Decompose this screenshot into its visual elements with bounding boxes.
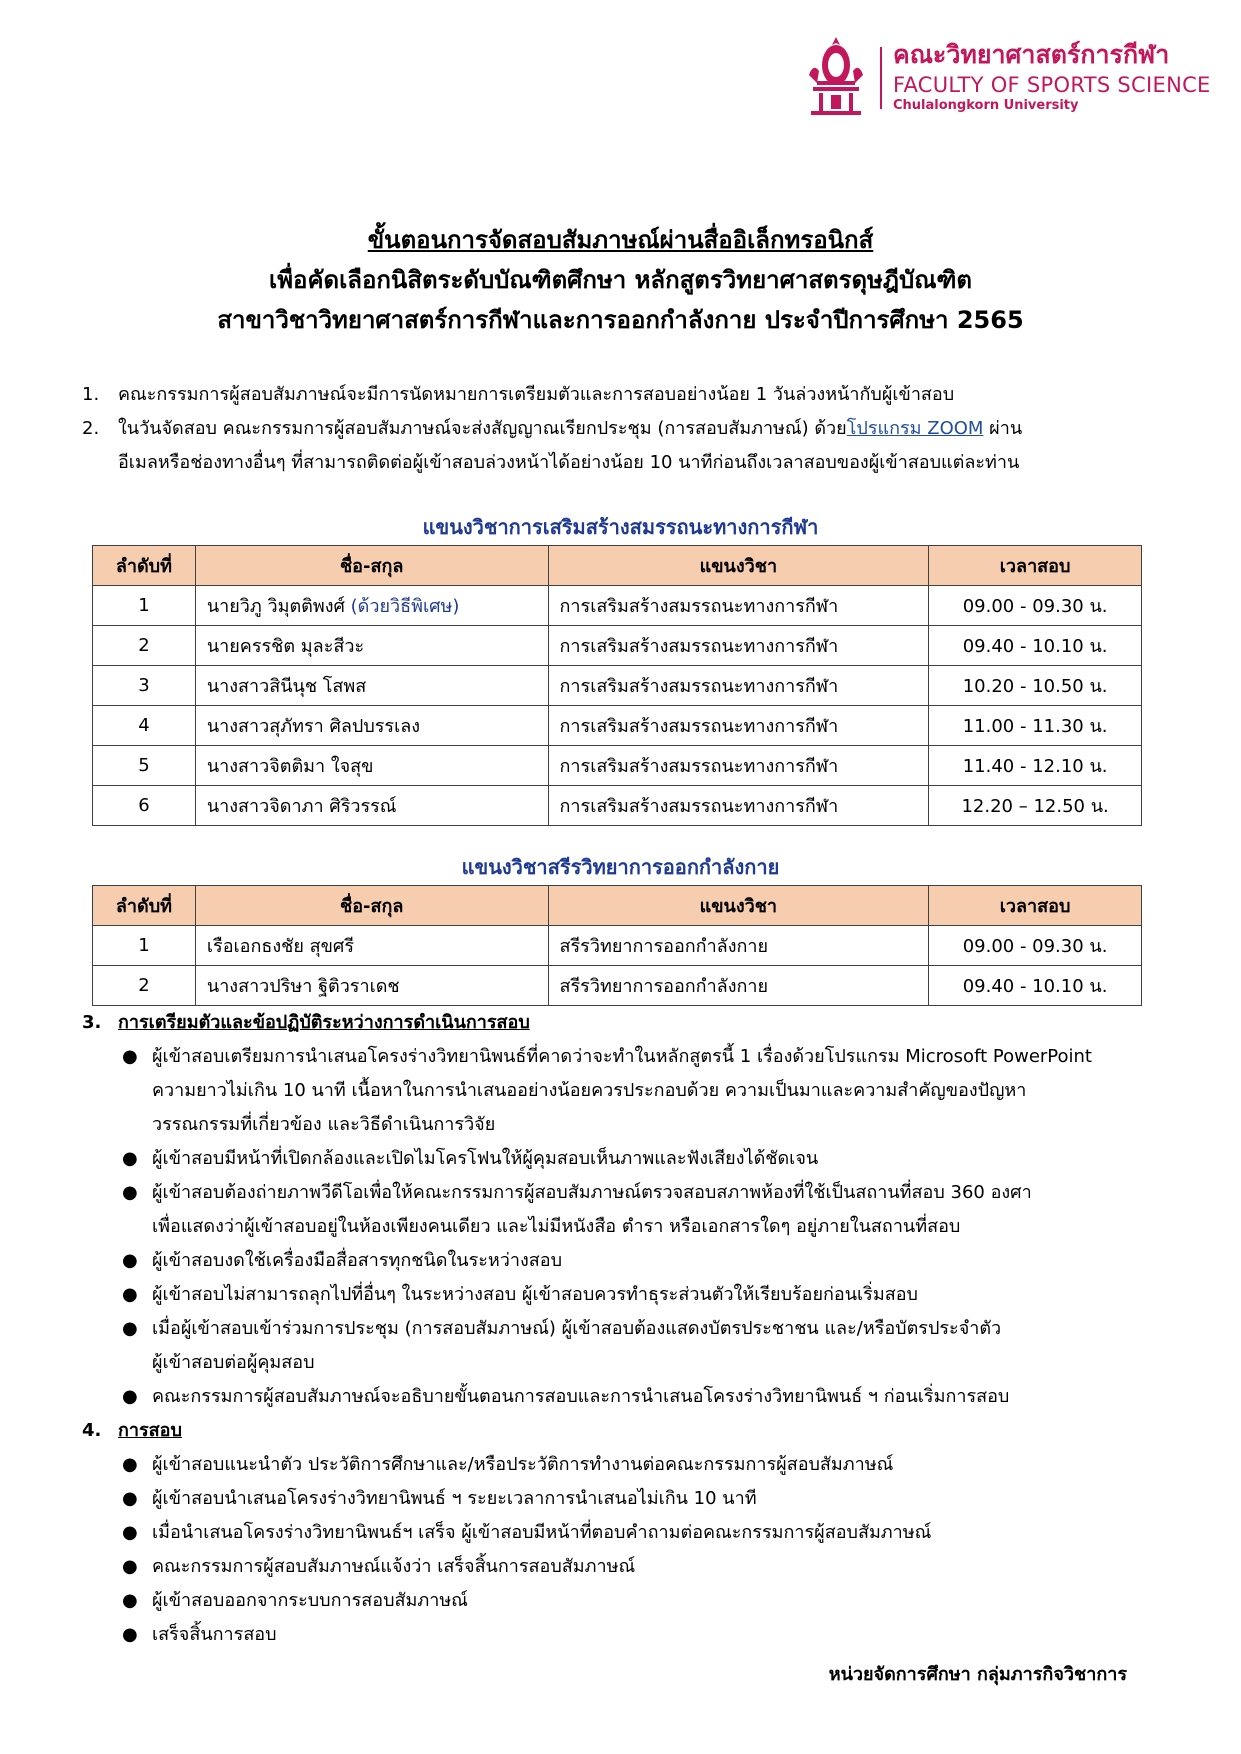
logo-thai-name: คณะวิทยาศาสตร์การกีฬา: [893, 40, 1170, 69]
section-number: 4.: [82, 1420, 102, 1441]
logo-university: Chulalongkorn University: [893, 98, 1079, 113]
list-item-text: ผู้เข้าสอบนำเสนอโครงร่างวิทยานิพนธ์ ฯ ระยะเวลาการนำเสนอไม่เกิน 10 นาที: [152, 1488, 757, 1509]
bullet-icon: ●: [122, 1624, 138, 1645]
list-item: [82, 1278, 1202, 1312]
logo-english-name: FACULTY OF SPORTS SCIENCE: [893, 73, 1211, 97]
cell-time: 09.40 - 10.10 น.: [929, 626, 1142, 666]
candidate-name: นายวิภู วิมุตติพงศ์: [206, 596, 345, 617]
intro-item-text: คณะกรรมการผู้สอบสัมภาษณ์จะมีการนัดหมายการเตรียมตัวและการสอบอย่างน้อย 1 วันล่วงหน้ากับผู้เข้าสอบ: [118, 384, 955, 405]
intro-item-number: 2.: [82, 418, 100, 439]
bullet-icon: ●: [122, 1148, 138, 1169]
cell-order: 2: [93, 626, 196, 666]
bullet-icon: ●: [122, 1046, 138, 1067]
bullet-icon: ●: [122, 1284, 138, 1305]
list-item: [82, 1176, 1202, 1244]
table2-title: แขนงวิชาสรีรวิทยาการออกกำลังกาย: [461, 855, 780, 879]
cell-name: นางสาวสินีนุช โสพส: [195, 666, 548, 706]
cell-time: 11.40 - 12.10 น.: [929, 746, 1142, 786]
table-row: [93, 706, 1142, 746]
bullet-icon: ●: [122, 1522, 138, 1543]
cell-order: 5: [93, 746, 196, 786]
logo-divider: [880, 47, 882, 109]
section-title: การเตรียมตัวและข้อปฏิบัติระหว่างการดำเนินการสอบ: [118, 1012, 530, 1033]
cell-track: สรีรวิทยาการออกกำลังกาย: [548, 926, 929, 966]
list-item-text: วรรณกรรมที่เกี่ยวข้อง และวิธีดำเนินการวิจัย: [152, 1114, 496, 1135]
list-item: [82, 1380, 1202, 1414]
cell-time: 09.00 - 09.30 น.: [929, 586, 1142, 626]
cell-time: 12.20 – 12.50 น.: [929, 786, 1142, 826]
cell-track: การเสริมสร้างสมรรถนะทางการกีฬา: [548, 626, 929, 666]
bullet-icon: ●: [122, 1590, 138, 1611]
cell-name: นางสาวปริษา ฐิติวราเดช: [195, 966, 548, 1006]
list-item: [82, 1584, 1202, 1618]
cell-track: การเสริมสร้างสมรรถนะทางการกีฬา: [548, 666, 929, 706]
list-item: [82, 1040, 1202, 1142]
cell-name: นางสาวสุภัทรา ศิลปบรรเลง: [195, 706, 548, 746]
cell-order: 6: [93, 786, 196, 826]
list-item-text: ผู้เข้าสอบออกจากระบบการสอบสัมภาษณ์: [152, 1590, 468, 1611]
section-4-heading: [82, 1414, 1202, 1448]
col-header-name: ชื่อ-สกุล: [195, 886, 548, 926]
col-header-order: ลำดับที่: [93, 886, 196, 926]
section-3-heading: [82, 1006, 1202, 1040]
table-row: [93, 966, 1142, 1006]
special-method-note: (ด้วยวิธีพิเศษ): [344, 596, 460, 617]
list-item-text: ผู้เข้าสอบแนะนำตัว ประวัติการศึกษาและ/หรือประวัติการทำงานต่อคณะกรรมการผู้สอบสัมภาษณ์: [152, 1454, 894, 1475]
faculty-logo: [805, 35, 1211, 117]
chula-emblem-icon: [805, 35, 867, 117]
list-item: [82, 1448, 1202, 1482]
cell-name: นายครรชิต มุละสีวะ: [195, 626, 548, 666]
list-item-text: เสร็จสิ้นการสอบ: [152, 1624, 277, 1645]
cell-order: 3: [93, 666, 196, 706]
list-item-text: ผู้เข้าสอบเตรียมการนำเสนอโครงร่างวิทยานิพนธ์ที่คาดว่าจะทำในหลักสูตรนี้ 1 เรื่องด้วยโปรแกรม Microsoft PowerPoint: [152, 1046, 1092, 1067]
col-header-order: ลำดับที่: [93, 546, 196, 586]
section-4: [82, 1414, 1202, 1652]
schedule-table-exercise-physiology: [92, 885, 1142, 1006]
col-header-time: เวลาสอบ: [929, 886, 1142, 926]
table-row: [93, 586, 1142, 626]
list-item-text: ผู้เข้าสอบต้องถ่ายภาพวีดีโอเพื่อให้คณะกรรมการผู้สอบสัมภาษณ์ตรวจสอบสภาพห้องที่ใช้เป็นสถานที่สอบ 360 องศา: [152, 1182, 1032, 1203]
cell-time: 09.00 - 09.30 น.: [929, 926, 1142, 966]
cell-order: 2: [93, 966, 196, 1006]
table-header-row: [93, 546, 1142, 586]
list-item: [82, 1516, 1202, 1550]
cell-name: นางสาวจิตติมา ใจสุข: [195, 746, 548, 786]
cell-time: 11.00 - 11.30 น.: [929, 706, 1142, 746]
table1-title: แขนงวิชาการเสริมสร้างสมรรถนะทางการกีฬา: [422, 515, 819, 539]
list-item: [82, 1550, 1202, 1584]
list-item-text: เมื่อนำเสนอโครงร่างวิทยานิพนธ์ฯ เสร็จ ผู้เข้าสอบมีหน้าที่ตอบคำถามต่อคณะกรรมการผู้สอบสัมภาษณ์: [152, 1522, 932, 1543]
intro-item-number: 1.: [82, 384, 100, 405]
cell-name: [195, 586, 548, 626]
list-item: [82, 1618, 1202, 1652]
intro-list: [82, 378, 1182, 480]
document-title: [0, 220, 1241, 340]
cell-name: เรือเอกธงชัย สุขศรี: [195, 926, 548, 966]
title-line-3: สาขาวิชาวิทยาศาสตร์การกีฬาและการออกกำลังกาย ประจำปีการศึกษา 2565: [217, 306, 1024, 334]
col-header-time: เวลาสอบ: [929, 546, 1142, 586]
table-row: [93, 746, 1142, 786]
intro-item-2: [82, 412, 1182, 480]
list-item-text: ผู้เข้าสอบไม่สามารถลุกไปที่อื่นๆ ในระหว่างสอบ ผู้เข้าสอบควรทำธุระส่วนตัวให้เรียบร้อยก่อนเริ่มสอบ: [152, 1284, 918, 1305]
intro-item-text: ในวันจัดสอบ คณะกรรมการผู้สอบสัมภาษณ์จะส่งสัญญาณเรียกประชุม (การสอบสัมภาษณ์) ด้วย: [118, 418, 847, 439]
list-item-text: เมื่อผู้เข้าสอบเข้าร่วมการประชุม (การสอบสัมภาษณ์) ผู้เข้าสอบต้องแสดงบัตรประชาชน และ/หรือบัตรประจำตัว: [152, 1318, 1002, 1339]
list-item-text: ความยาวไม่เกิน 10 นาที เนื้อหาในการนำเสนออย่างน้อยควรประกอบด้วย ความเป็นมาและความสำคัญของปัญหา: [152, 1080, 1027, 1101]
schedule-table-sports-performance: [92, 545, 1142, 826]
list-item: [82, 1312, 1202, 1380]
cell-track: การเสริมสร้างสมรรถนะทางการกีฬา: [548, 786, 929, 826]
table-row: [93, 786, 1142, 826]
list-item: [82, 1142, 1202, 1176]
zoom-program-link[interactable]: โปรแกรม ZOOM: [846, 418, 984, 439]
cell-track: การเสริมสร้างสมรรถนะทางการกีฬา: [548, 706, 929, 746]
cell-time: 10.20 - 10.50 น.: [929, 666, 1142, 706]
intro-item-text-after: ผ่าน: [983, 418, 1023, 439]
list-item-text: ผู้เข้าสอบงดใช้เครื่องมือสื่อสารทุกชนิดในระหว่างสอบ: [152, 1250, 563, 1271]
col-header-track: แขนงวิชา: [548, 886, 929, 926]
list-item: [82, 1244, 1202, 1278]
bullet-icon: ●: [122, 1318, 138, 1339]
footer-unit-name: หน่วยจัดการศึกษา กลุ่มภารกิจวิชาการ: [828, 1664, 1127, 1685]
table-row: [93, 926, 1142, 966]
table-header-row: [93, 886, 1142, 926]
title-line-2: เพื่อคัดเลือกนิสิตระดับบัณฑิตศึกษา หลักสูตรวิทยาศาสตรดุษฎีบัณฑิต: [269, 266, 972, 294]
cell-order: 1: [93, 586, 196, 626]
cell-order: 4: [93, 706, 196, 746]
table-row: [93, 626, 1142, 666]
cell-time: 09.40 - 10.10 น.: [929, 966, 1142, 1006]
bullet-icon: ●: [122, 1488, 138, 1509]
list-item-text: คณะกรรมการผู้สอบสัมภาษณ์แจ้งว่า เสร็จสิ้นการสอบสัมภาษณ์: [152, 1556, 636, 1577]
bullet-icon: ●: [122, 1556, 138, 1577]
cell-track: สรีรวิทยาการออกกำลังกาย: [548, 966, 929, 1006]
list-item-text: คณะกรรมการผู้สอบสัมภาษณ์จะอธิบายขั้นตอนการสอบและการนำเสนอโครงร่างวิทยานิพนธ์ ฯ ก่อนเริ่มการสอบ: [152, 1386, 1010, 1407]
bullet-icon: ●: [122, 1386, 138, 1407]
bullet-icon: ●: [122, 1182, 138, 1203]
section-3: [82, 1006, 1202, 1414]
list-item-text: เพื่อแสดงว่าผู้เข้าสอบอยู่ในห้องเพียงคนเดียว และไม่มีหนังสือ ตำรา หรือเอกสารใดๆ อยู่ภายในสถานที่สอบ: [152, 1216, 961, 1237]
intro-item-1: [82, 378, 1182, 412]
col-header-track: แขนงวิชา: [548, 546, 929, 586]
cell-track: การเสริมสร้างสมรรถนะทางการกีฬา: [548, 586, 929, 626]
title-line-1: ขั้นตอนการจัดสอบสัมภาษณ์ผ่านสื่ออิเล็กทรอนิกส์: [367, 226, 874, 254]
intro-item-text-line2: อีเมลหรือช่องทางอื่นๆ ที่สามารถติดต่อผู้เข้าสอบล่วงหน้าได้อย่างน้อย 10 นาทีก่อนถึงเวลาสอบของผู้เข้าสอบแต่ละท่าน: [118, 452, 1020, 473]
sections-3-4: [82, 1006, 1202, 1652]
bullet-icon: ●: [122, 1250, 138, 1271]
list-item-text: ผู้เข้าสอบมีหน้าที่เปิดกล้องและเปิดไมโครโฟนให้ผู้คุมสอบเห็นภาพและฟังเสียงได้ชัดเจน: [152, 1148, 819, 1169]
col-header-name: ชื่อ-สกุล: [195, 546, 548, 586]
list-item: [82, 1482, 1202, 1516]
section-number: 3.: [82, 1012, 102, 1033]
bullet-icon: ●: [122, 1454, 138, 1475]
cell-order: 1: [93, 926, 196, 966]
cell-name: นางสาวจิดาภา ศิริวรรณ์: [195, 786, 548, 826]
cell-track: การเสริมสร้างสมรรถนะทางการกีฬา: [548, 746, 929, 786]
table-row: [93, 666, 1142, 706]
section-title: การสอบ: [118, 1420, 182, 1441]
list-item-text: ผู้เข้าสอบต่อผู้คุมสอบ: [152, 1352, 315, 1373]
